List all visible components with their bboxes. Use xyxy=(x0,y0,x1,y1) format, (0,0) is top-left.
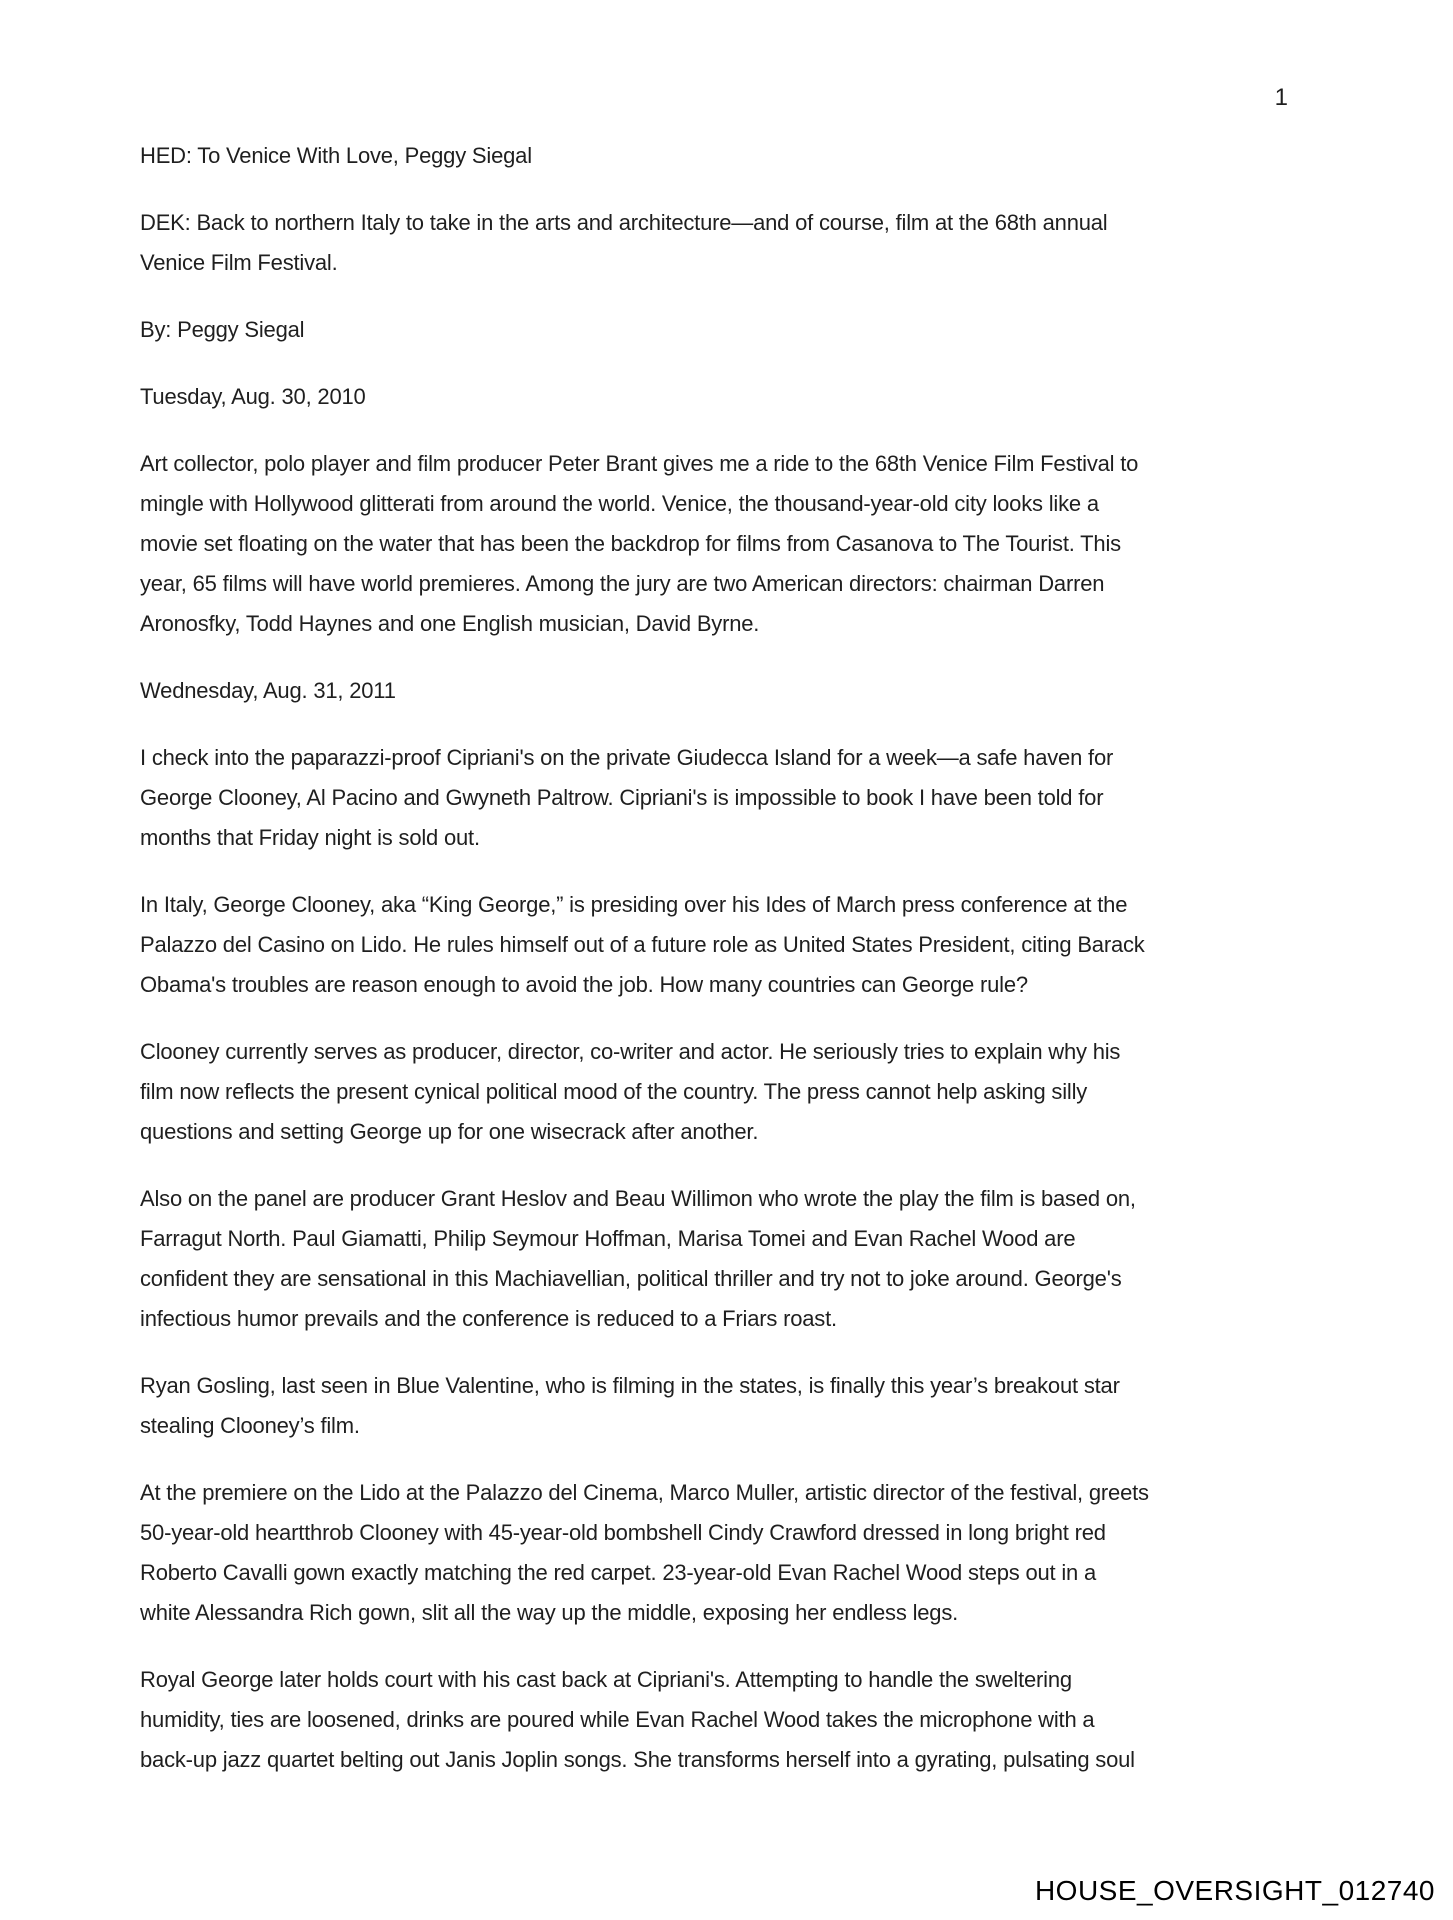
paragraph: At the premiere on the Lido at the Palazzo del Cinema, Marco Muller, artistic director of the festival, greets 50-year-old heartthrob Clooney with 45-year-old bombshell Cindy Crawford dressed in long bright red Roberto Cavalli gown exactly matching the red carpet. 23-year-old Evan Rachel Wood steps out in a white Alessandra Rich gown, slit all the way up the middle, exposing her endless legs. xyxy=(140,1480,1149,1625)
paragraph: By: Peggy Siegal xyxy=(140,317,305,342)
paragraph: DEK: Back to northern Italy to take in the arts and architecture—and of course, film at the 68th annual Venice Film Festival. xyxy=(140,210,1108,275)
paragraph: Art collector, polo player and film producer Peter Brant gives me a ride to the 68th Venice Film Festival to mingle with Hollywood glitterati from around the world. Venice, the thousand-year-old city looks like a movie set floating on the water that has been the backdrop for films from Casanova to The Tourist. This year, 65 films will have world premieres. Among the jury are two American directors: chairman Darren Aronosfky, Todd Haynes and one English musician, David Byrne. xyxy=(140,451,1139,636)
paragraph: Ryan Gosling, last seen in Blue Valentine, who is filming in the states, is finally this year’s breakout star stealing Clooney’s film. xyxy=(140,1373,1120,1438)
document-body xyxy=(140,136,1150,1807)
bates-number: HOUSE_OVERSIGHT_012740 xyxy=(1034,1875,1435,1906)
page-number: 1 xyxy=(1274,84,1288,111)
paragraph: Also on the panel are producer Grant Heslov and Beau Willimon who wrote the play the film is based on, Farragut North. Paul Giamatti, Philip Seymour Hoffman, Marisa Tomei and Evan Rachel Wood are confident they are sensational in this Machiavellian, political thriller and try not to joke around. George's infectious humor prevails and the conference is reduced to a Friars roast. xyxy=(140,1186,1136,1331)
paragraph: I check into the paparazzi-proof Cipriani's on the private Giudecca Island for a week—a safe haven for George Clooney, Al Pacino and Gwyneth Paltrow. Cipriani's is impossible to book I have been told for months that Friday night is sold out. xyxy=(140,745,1114,850)
paragraph: Tuesday, Aug. 30, 2010 xyxy=(140,384,366,409)
paragraph: Royal George later holds court with his cast back at Cipriani's. Attempting to handle the sweltering humidity, ties are loosened, drinks are poured while Evan Rachel Wood takes the microphone with a back-up jazz quartet belting out Janis Joplin songs. She transforms herself into a gyrating, pulsating soul xyxy=(140,1667,1135,1772)
paragraph: HED: To Venice With Love, Peggy Siegal xyxy=(140,143,532,168)
paragraph: In Italy, George Clooney, aka “King George,” is presiding over his Ides of March press conference at the Palazzo del Casino on Lido. He rules himself out of a future role as United States President, citing Barack Obama's troubles are reason enough to avoid the job. How many countries can George rule? xyxy=(140,892,1145,997)
paragraph: Clooney currently serves as producer, director, co-writer and actor. He seriously tries to explain why his film now reflects the present cynical political mood of the country. The press cannot help asking silly questions and setting George up for one wisecrack after another. xyxy=(140,1039,1121,1144)
paragraph: Wednesday, Aug. 31, 2011 xyxy=(140,678,396,703)
